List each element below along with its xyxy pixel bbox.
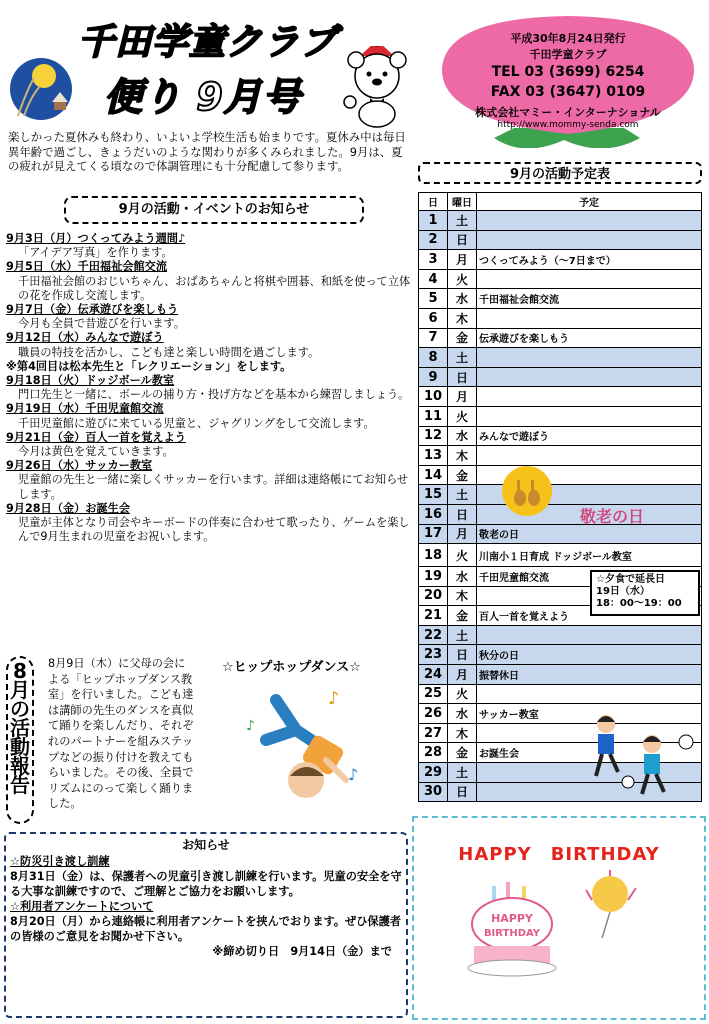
schedule-day: 18: [419, 544, 448, 567]
schedule-plan: 振替休日: [477, 665, 702, 685]
schedule-plan: 伝承遊びを楽しもう: [477, 328, 702, 348]
dancer-icon: [236, 680, 376, 810]
event-body: 千田福祉会館のおじいちゃん、おばあちゃんと将棋や囲碁、和紙を使って立体の花を作成し交流します。: [18, 274, 411, 302]
schedule-weekday: 水: [448, 426, 477, 446]
party-popper-icon: [580, 870, 640, 940]
schedule-title: 9月の活動予定表: [418, 162, 702, 184]
schedule-row: [419, 544, 702, 567]
event-title: 9月3日（月）つくってみよう週間♪: [6, 232, 186, 245]
schedule-day: 14: [419, 465, 448, 485]
schedule-plan: 百人一首を覚えよう: [477, 606, 702, 626]
hiphop-title: ☆ヒップホップダンス☆: [222, 660, 361, 675]
schedule-plan: [477, 367, 702, 387]
schedule-weekday: 月: [448, 387, 477, 407]
schedule-row: [419, 367, 702, 387]
schedule-weekday: 月: [448, 524, 477, 544]
notice-item-title: ☆利用者アンケートについて: [10, 900, 154, 913]
report-text: 8月9日（木）に父母の会による「ヒップホップダンス教室」を行いました。こども達は講師の先生のダンスを真似て踊りを楽しんだり、それぞれのパートナーを組みステップなどの振り付けを教えてもらいました。その後、全員でリズムにのって楽しく踊りました。: [48, 657, 194, 811]
schedule-plan: サッカー教室: [477, 704, 702, 724]
schedule-row: [419, 406, 702, 426]
schedule-weekday: 金: [448, 328, 477, 348]
schedule-row: [419, 645, 702, 665]
col-header-day: 日: [419, 193, 448, 211]
schedule-row: [419, 250, 702, 270]
schedule-weekday: 金: [448, 743, 477, 763]
schedule-day: 28: [419, 743, 448, 763]
schedule-plan: つくってみよう（～7日まで）: [477, 250, 702, 270]
schedule-row: [419, 524, 702, 544]
publisher-url[interactable]: http://www.mommy-senda.com: [497, 120, 639, 130]
schedule-row: [419, 328, 702, 348]
event-body: 職員の特技を活かし、こども達と楽しい時間を過ごします。: [18, 345, 320, 359]
event-title: 9月28日（金）お誕生会: [6, 501, 131, 515]
schedule-row: [419, 485, 702, 505]
schedule-plan: [477, 211, 702, 231]
schedule-day: 21: [419, 606, 448, 626]
schedule-row: [419, 269, 702, 289]
schedule-weekday: 金: [448, 606, 477, 626]
notice-item-body: 8月20日（月）から連絡帳に利用者アンケートを挟んでおります。ぜひ保護者の皆様のご意見をお聞かせ下さい。: [10, 915, 401, 943]
event-body: 門口先生と一緒に、ボールの捕り方・投げ方などを基本から練習しましょう。: [18, 388, 410, 402]
schedule-row: [419, 230, 702, 250]
schedule-weekday: 水: [448, 567, 477, 587]
schedule-row: [419, 308, 702, 328]
schedule-plan: [477, 684, 702, 704]
schedule-plan: お誕生会: [477, 743, 702, 763]
intro-text: 楽しかった夏休みも終わり、いよいよ学校生活も始まりです。夏休み中は毎日異年齢で過ごし、きょうだいのような関わりが多くみられました。9月は、夏の疲れが見えてくる頃なので体調管理にも十分配慮して参ります。: [8, 130, 406, 174]
publisher-company: 株式会社マミー・インターナショナル: [475, 106, 661, 119]
schedule-row: [419, 684, 702, 704]
schedule-day: 25: [419, 684, 448, 704]
schedule-weekday: 木: [448, 308, 477, 328]
schedule-plan: [477, 406, 702, 426]
time-note-line: ☆夕食で延長日: [596, 574, 665, 585]
schedule-day: 20: [419, 586, 448, 606]
schedule-row: [419, 446, 702, 466]
moon-icon: [10, 58, 72, 120]
schedule-day: 27: [419, 723, 448, 743]
schedule-row: [419, 348, 702, 368]
cake-text: HAPPY: [491, 912, 533, 925]
svg-text:♪: ♪: [246, 718, 255, 734]
schedule-row: [419, 665, 702, 685]
schedule-weekday: 日: [448, 230, 477, 250]
schedule-day: 3: [419, 250, 448, 270]
schedule-plan: [477, 625, 702, 645]
event-title: 9月18日（火）ドッジボール教室: [6, 374, 175, 388]
schedule-day: 26: [419, 704, 448, 724]
schedule-weekday: 土: [448, 763, 477, 783]
schedule-day: 12: [419, 426, 448, 446]
schedule-row: [419, 504, 702, 524]
schedule-day: 6: [419, 308, 448, 328]
event-body: 「アイデア写真」を作ります。: [18, 246, 173, 260]
schedule-plan: 川南小１日育成 ドッジボール教室: [477, 544, 702, 567]
schedule-row: [419, 211, 702, 231]
schedule-plan: みんなで遊ぼう: [477, 426, 702, 446]
schedule-day: 7: [419, 328, 448, 348]
schedule-weekday: 火: [448, 684, 477, 704]
schedule-day: 16: [419, 504, 448, 524]
publisher-fax: FAX 03 (3647) 0109: [490, 84, 646, 100]
svg-text:♪: ♪: [328, 688, 340, 709]
teddy-bear-icon: [340, 46, 414, 128]
schedule-plan: 敬老の日: [477, 524, 702, 544]
event-title: 9月21日（金）百人一首を覚えよう: [6, 430, 186, 444]
moon-rabbits-icon: [502, 466, 552, 516]
schedule-row: [419, 289, 702, 309]
schedule-weekday: 日: [448, 645, 477, 665]
cake-text: BIRTHDAY: [483, 928, 541, 939]
schedule-weekday: 月: [448, 665, 477, 685]
schedule-day: 11: [419, 406, 448, 426]
schedule-plan: 秋分の日: [477, 645, 702, 665]
event-title: 9月19日（水）千田児童館交流: [6, 402, 164, 416]
schedule-day: 23: [419, 645, 448, 665]
schedule-plan: [477, 348, 702, 368]
schedule-day: 4: [419, 269, 448, 289]
schedule-weekday: 火: [448, 406, 477, 426]
schedule-day: 29: [419, 763, 448, 783]
event-body: 今月は黄色を覚えていきます。: [18, 445, 174, 459]
schedule-row: [419, 387, 702, 407]
schedule-day: 8: [419, 348, 448, 368]
title-line-1: 千田学童クラブ: [78, 22, 338, 63]
birthday-title: HAPPY BIRTHDAY: [458, 844, 660, 865]
schedule-weekday: 木: [448, 586, 477, 606]
events-list: [6, 232, 416, 544]
event-title: 9月5日（水）千田福祉会館交流: [6, 260, 168, 274]
publisher-tel: TEL 03 (3699) 6254: [491, 64, 645, 80]
event-body: 今月も全員で昔遊びを行います。: [18, 317, 185, 331]
notice-title: お知らせ: [182, 838, 230, 852]
event-title: 9月12日（水）みんなで遊ぼう: [6, 331, 164, 345]
schedule-day: 9: [419, 367, 448, 387]
schedule-day: 15: [419, 485, 448, 505]
events-heading: 9月の活動・イベントのお知らせ: [64, 196, 364, 224]
event-note: ※第4回目は松本先生と「レクリエーション」をします。: [6, 359, 292, 373]
schedule-weekday: 水: [448, 704, 477, 724]
title-line-2: 便り 9月号: [104, 75, 302, 119]
time-note-line: 19日（水）: [596, 586, 650, 597]
schedule-plan: [477, 387, 702, 407]
schedule-plan: [477, 230, 702, 250]
extended-time-note: [590, 570, 700, 616]
schedule-weekday: 日: [448, 782, 477, 802]
birthday-cake-icon: [462, 880, 562, 980]
schedule-weekday: 火: [448, 544, 477, 567]
schedule-weekday: 火: [448, 269, 477, 289]
schedule-weekday: 月: [448, 250, 477, 270]
schedule-day: 22: [419, 625, 448, 645]
keiro-label: 敬老の日: [580, 507, 645, 526]
schedule-plan: 千田児童館交流: [477, 567, 702, 587]
schedule-weekday: 日: [448, 367, 477, 387]
schedule-row: [419, 465, 702, 485]
schedule-plan: [477, 269, 702, 289]
schedule-weekday: 土: [448, 211, 477, 231]
schedule-weekday: 土: [448, 485, 477, 505]
schedule-plan: [477, 308, 702, 328]
schedule-day: 24: [419, 665, 448, 685]
schedule-weekday: 水: [448, 289, 477, 309]
schedule-weekday: 土: [448, 348, 477, 368]
schedule-row: [419, 625, 702, 645]
notice-box: [4, 832, 408, 1018]
soccer-kids-icon: [582, 710, 700, 800]
schedule-weekday: 金: [448, 465, 477, 485]
schedule-day: 10: [419, 387, 448, 407]
publish-date: 平成30年8月24日発行: [510, 32, 626, 45]
schedule-day: 13: [419, 446, 448, 466]
time-note-line: 18：00～19：00: [596, 598, 682, 609]
event-body: 児童館の先生と一緒に楽しくサッカーを行います。詳細は連絡帳にてお知らせします。: [18, 473, 409, 501]
schedule-day: 17: [419, 524, 448, 544]
event-title: 9月7日（金）伝承遊びを楽しもう: [6, 303, 179, 317]
schedule-day: 1: [419, 211, 448, 231]
notice-deadline: ※締め切り日 9月14日（金）まで: [212, 945, 392, 958]
col-header-plan: 予定: [477, 193, 702, 211]
schedule-weekday: 木: [448, 723, 477, 743]
notice-item-title: ☆防災引き渡し訓練: [10, 855, 110, 868]
event-body: 児童が主体となり司会やキーボードの伴奏に合わせて歌ったり、ゲームを楽しんで9月生まれの児童をお祝いします。: [18, 516, 410, 544]
event-title: 9月26日（水）サッカー教室: [6, 459, 153, 473]
event-body: 千田児童館に遊びに来ている児童と、ジャグリングをして交流します。: [18, 416, 375, 430]
schedule-day: 19: [419, 567, 448, 587]
schedule-day: 5: [419, 289, 448, 309]
svg-text:♪: ♪: [348, 765, 359, 784]
schedule-weekday: 日: [448, 504, 477, 524]
report-label: 8月の活動報告: [6, 656, 34, 824]
schedule-plan: [477, 446, 702, 466]
schedule-row: [419, 426, 702, 446]
schedule-day: 30: [419, 782, 448, 802]
schedule-weekday: 土: [448, 625, 477, 645]
notice-item-body: 8月31日（金）は、保護者への児童引き渡し訓練を行います。児童の安全を守る大事な訓練ですので、ご理解とご協力をお願いします。: [10, 870, 402, 898]
schedule-plan: 千田福祉会館交流: [477, 289, 702, 309]
schedule-weekday: 木: [448, 446, 477, 466]
schedule-day: 2: [419, 230, 448, 250]
publisher-club: 千田学童クラブ: [529, 48, 607, 61]
col-header-weekday: 曜日: [448, 193, 477, 211]
